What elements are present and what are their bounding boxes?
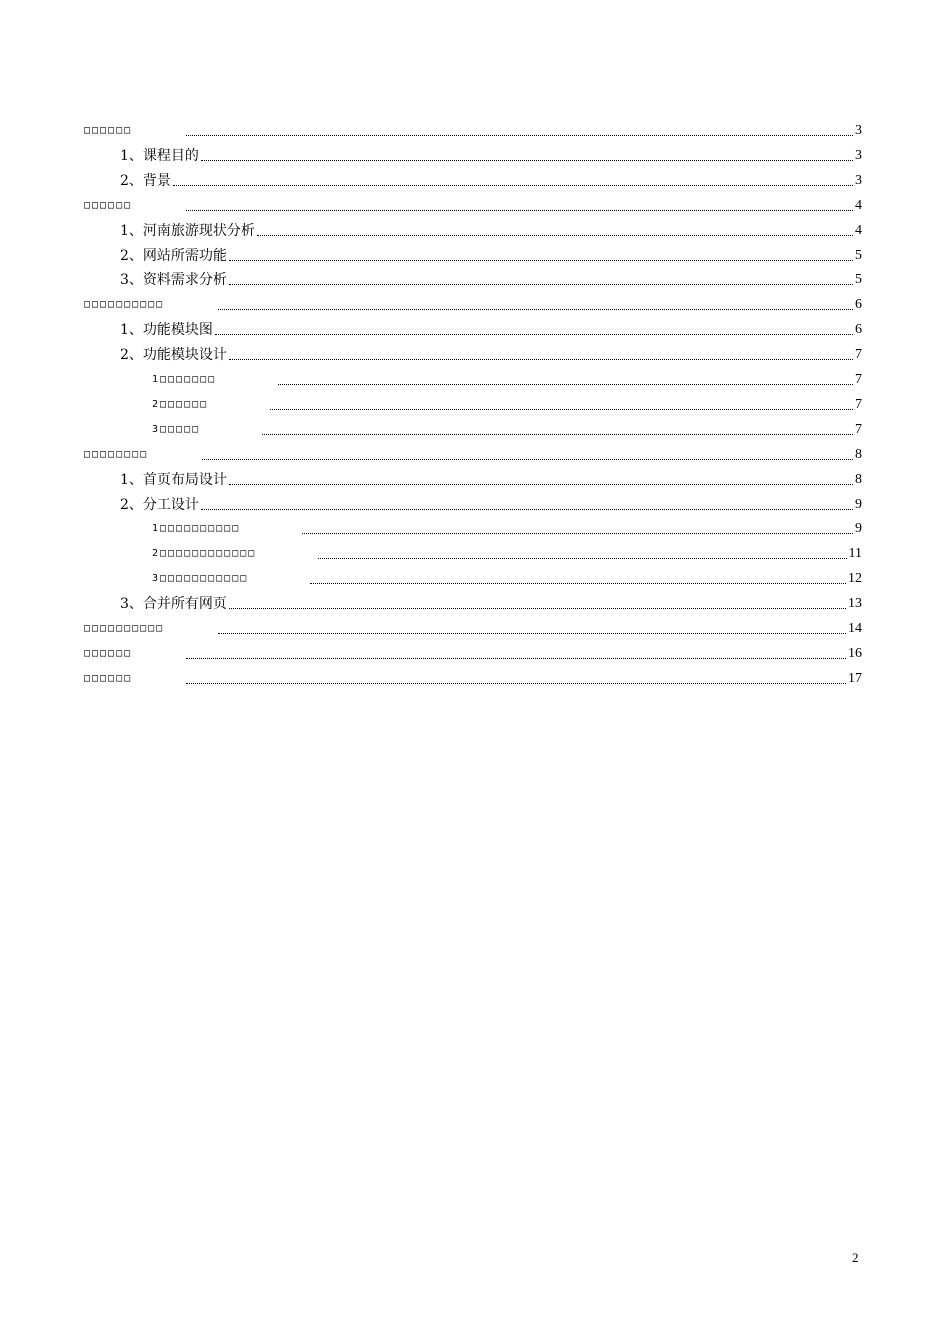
toc-entry-label: 2、分工设计 xyxy=(120,496,199,513)
toc-entry[interactable] xyxy=(120,141,862,165)
toc-entry[interactable] xyxy=(152,539,862,563)
toc-dot-leader xyxy=(278,383,853,385)
toc-entry-label: □□□□□□□□ xyxy=(84,448,149,460)
toc-entry-label: □□□□□□ xyxy=(84,672,133,684)
toc-entry-label: 3□□□□□ xyxy=(152,423,201,435)
toc-entry[interactable] xyxy=(152,365,862,389)
toc-entry-page: 5 xyxy=(855,272,862,288)
toc-entry-label: □□□□□□ xyxy=(84,199,133,211)
toc-entry[interactable] xyxy=(152,390,862,414)
toc-dot-leader xyxy=(218,308,853,310)
toc-entry[interactable] xyxy=(120,465,862,489)
toc-dot-leader xyxy=(201,508,853,510)
toc-entry-page: 13 xyxy=(848,596,862,612)
toc-entry-label: 3□□□□□□□□□□□ xyxy=(152,573,249,585)
toc-entry-label: 2、网站所需功能 xyxy=(120,247,227,264)
toc-entry-page: 7 xyxy=(855,347,862,363)
toc-entry-label: 2□□□□□□ xyxy=(152,398,209,410)
toc-dot-leader xyxy=(215,333,853,335)
toc-entry-label: 1、首页布局设计 xyxy=(120,471,227,488)
toc-dot-leader xyxy=(229,358,853,360)
toc-entry[interactable] xyxy=(120,490,862,514)
toc-entry-label: 2□□□□□□□□□□□□ xyxy=(152,548,257,560)
toc-entry-page: 7 xyxy=(855,396,862,412)
toc-entry-label: □□□□□□ xyxy=(84,125,133,136)
toc-entry[interactable] xyxy=(120,241,862,265)
toc-entry-label: 1、功能模块图 xyxy=(120,322,213,339)
toc-entry-page: 8 xyxy=(855,471,862,487)
toc-entry-page: 4 xyxy=(855,222,862,238)
toc-entry[interactable] xyxy=(120,340,862,364)
toc-entry-label: 3、合并所有网页 xyxy=(120,596,227,613)
toc-dot-leader xyxy=(186,209,853,211)
toc-entry-label: 2、背景 xyxy=(120,172,171,189)
toc-entry-page: 6 xyxy=(855,322,862,338)
toc-entry[interactable] xyxy=(120,216,862,240)
toc-entry-label: 1、河南旅游现状分析 xyxy=(120,222,255,239)
toc-entry[interactable] xyxy=(84,664,862,688)
toc-entry[interactable] xyxy=(152,564,862,588)
toc-dot-leader xyxy=(310,582,846,584)
toc-dot-leader xyxy=(270,408,853,410)
toc-entry-page: 3 xyxy=(855,172,862,188)
toc-entry[interactable] xyxy=(120,315,862,339)
toc-entry[interactable] xyxy=(84,614,862,638)
toc-entry[interactable] xyxy=(84,191,862,215)
toc-entry-page: 4 xyxy=(855,197,862,213)
toc-entry-page: 3 xyxy=(855,123,862,138)
toc-dot-leader xyxy=(262,433,853,435)
toc-entry[interactable] xyxy=(84,440,862,464)
toc-dot-leader xyxy=(186,657,846,659)
toc-dot-leader xyxy=(257,234,853,236)
toc-dot-leader xyxy=(173,184,853,186)
toc-entry-page: 6 xyxy=(855,297,862,313)
toc-dot-leader xyxy=(202,458,853,460)
toc-entry-page: 3 xyxy=(855,147,862,163)
toc-entry[interactable] xyxy=(84,639,862,663)
page-number: 2 xyxy=(852,1250,859,1265)
toc-entry-label: 1、课程目的 xyxy=(120,147,199,164)
toc-dot-leader xyxy=(218,632,846,634)
toc-entry-label: 3、资料需求分析 xyxy=(120,272,227,289)
toc-dot-leader xyxy=(302,532,853,534)
toc-entry-label: □□□□□□□□□□ xyxy=(84,623,165,634)
toc-entry-page: 17 xyxy=(848,670,862,686)
toc-dot-leader xyxy=(229,283,853,285)
toc-entry-page: 11 xyxy=(848,546,862,562)
toc-entry-page: 9 xyxy=(855,521,862,537)
toc-entry[interactable] xyxy=(152,514,862,538)
toc-entry-label: □□□□□□ xyxy=(84,647,133,659)
toc-dot-leader xyxy=(229,607,846,609)
toc-entry-label: □□□□□□□□□□ xyxy=(84,299,165,311)
toc-entry-page: 8 xyxy=(855,446,862,462)
toc-dot-leader xyxy=(229,259,853,261)
toc-entry-page: 5 xyxy=(855,247,862,263)
toc-entry[interactable] xyxy=(84,116,862,140)
toc-entry-label: 1□□□□□□□ xyxy=(152,374,217,385)
toc-dot-leader xyxy=(318,557,846,559)
toc-entry-page: 7 xyxy=(855,421,862,437)
toc-entry-page: 14 xyxy=(848,621,862,636)
toc-entry-page: 12 xyxy=(848,571,862,587)
toc-entry[interactable] xyxy=(84,290,862,314)
toc-dot-leader xyxy=(186,682,846,684)
toc-entry[interactable] xyxy=(152,415,862,439)
toc-dot-leader xyxy=(201,159,853,161)
toc-dot-leader xyxy=(229,483,853,485)
toc-entry-label: 1□□□□□□□□□□ xyxy=(152,523,241,535)
toc-entry[interactable] xyxy=(120,265,862,289)
toc-entry-page: 16 xyxy=(848,645,862,661)
toc-entry-page: 9 xyxy=(855,496,862,512)
toc-entry[interactable] xyxy=(120,589,862,613)
toc-entry-page: 7 xyxy=(855,372,862,387)
toc-dot-leader xyxy=(186,134,853,136)
toc-entry-label: 2、功能模块设计 xyxy=(120,347,227,364)
toc-entry[interactable] xyxy=(120,166,862,190)
